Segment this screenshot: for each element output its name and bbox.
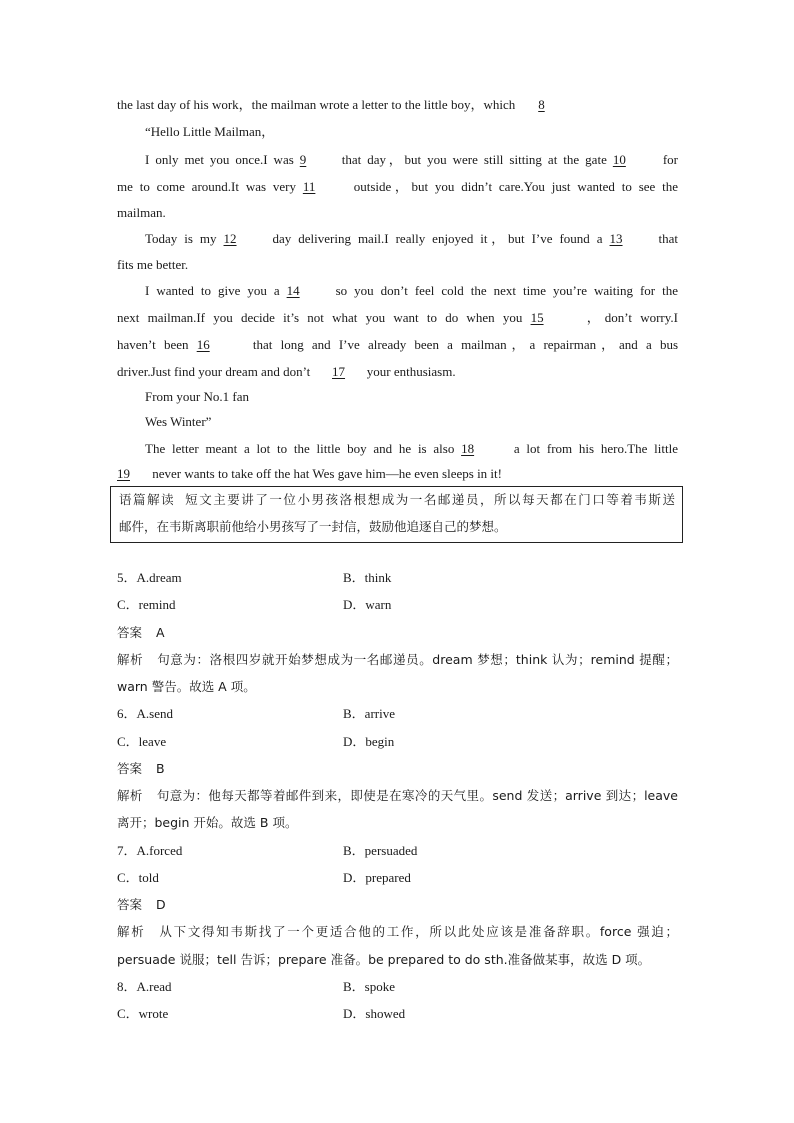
passage-line-9 <box>117 310 678 326</box>
letter-signature: Wes Winter” <box>145 414 212 429</box>
q6-option-a: 6．A.send <box>117 706 173 721</box>
passage-text: so you don’t feel cold the next time you’re waiting for the <box>335 283 679 298</box>
q5-explanation-line-2: warn 警告。故选 A 项。 <box>117 679 256 694</box>
summary-line-2 <box>119 519 675 535</box>
passage-line-14 <box>145 441 678 457</box>
q5-option-d: D．warn <box>343 597 392 612</box>
summary-box <box>110 486 683 543</box>
answer-value: D <box>156 897 166 912</box>
letter-greeting: “Hello Little Mailman， <box>145 124 275 139</box>
passage-line-7 <box>117 257 678 273</box>
passage-text: that day，but you were still sitting at the gate <box>341 152 607 167</box>
q7-option-a: 7．A.forced <box>117 843 183 858</box>
blank-19: 19 <box>117 466 130 481</box>
explanation-label: 解析 <box>117 788 143 803</box>
q8-option-c: C．wrote <box>117 1006 169 1021</box>
passage-line-5 <box>117 205 678 221</box>
passage-text: never wants to take off the hat Wes gave him—he even sleeps in it! <box>152 466 502 481</box>
passage-text: your enthusiasm. <box>366 364 456 379</box>
passage-text: a lot from his hero.The little <box>513 441 679 456</box>
passage-text: the last day of his work，the mailman wrote a letter to the little boy，which <box>117 97 516 112</box>
answer-label: 答案 <box>117 625 143 640</box>
passage-text: The letter meant a lot to the little boy and he is also <box>145 441 455 456</box>
passage-line-15 <box>117 466 678 482</box>
passage-line-11 <box>117 364 678 380</box>
q5-option-b: B．think <box>343 570 392 585</box>
passage-line-6 <box>145 231 678 247</box>
blank-13: 13 <box>609 231 623 246</box>
passage-text: me to come around.It was very <box>117 179 296 194</box>
blank-11: 11 <box>302 179 316 194</box>
q6-answer <box>117 761 165 777</box>
q6-explanation-line-2: 离开；begin 开始。故选 B 项。 <box>117 815 298 830</box>
blank-16: 16 <box>196 337 210 352</box>
blank-15: 15 <box>530 310 544 325</box>
summary-tag: 语篇解读 <box>119 492 176 507</box>
letter-signoff: From your No.1 fan <box>145 389 249 404</box>
passage-text: I only met you once.I was <box>145 152 294 167</box>
q8-option-b: B．spoke <box>343 979 396 994</box>
q7-explanation-line-2: persuade 说服；tell 告诉；prepare 准备。be prepared to do sth.准备做某事，故选 D 项。 <box>117 952 651 967</box>
explanation-label: 解析 <box>117 924 146 939</box>
summary-line-1 <box>119 492 675 508</box>
passage-line-1 <box>117 97 678 113</box>
q7-option-d: D．prepared <box>343 870 411 885</box>
q5-explanation-line-1 <box>117 652 678 668</box>
passage-line-13 <box>145 414 678 430</box>
q6-option-d: D．begin <box>343 734 395 749</box>
passage-text: outside，but you didn’t care.You just wanted to see the <box>353 179 679 194</box>
answer-value: B <box>156 761 165 776</box>
q5-option-a: 5．A.dream <box>117 570 182 585</box>
passage-text: next mailman.If you decide it’s not what you want to do when you <box>117 310 523 325</box>
explanation-text: 句意为：洛根四岁就开始梦想成为一名邮递员。dream 梦想；think 认为；remind 提醒； <box>157 652 678 667</box>
blank-10: 10 <box>612 152 626 167</box>
explanation-label: 解析 <box>117 652 144 667</box>
passage-text: mailman. <box>117 205 166 220</box>
summary-text: 邮件，在韦斯离职前他给小男孩写了一封信，鼓励他追逐自己的梦想。 <box>119 519 507 534</box>
answer-label: 答案 <box>117 897 143 912</box>
answer-label: 答案 <box>117 761 143 776</box>
q6-option-b: B．arrive <box>343 706 395 721</box>
passage-line-12 <box>145 389 678 405</box>
passage-line-10 <box>117 337 678 353</box>
passage-line-8 <box>145 283 678 299</box>
passage-text: ，don’t worry.I <box>586 310 679 325</box>
q7-answer <box>117 897 166 913</box>
passage-text: for <box>662 152 679 167</box>
q8-option-a: 8．A.read <box>117 979 172 994</box>
passage-line-4 <box>117 179 678 195</box>
q5-answer <box>117 625 165 641</box>
passage-text: day delivering mail.I really enjoyed it，but I’ve found a <box>272 231 603 246</box>
passage-text: that <box>658 231 679 246</box>
passage-line-3 <box>145 152 678 168</box>
blank-17: 17 <box>332 364 346 379</box>
passage-text: that long and I’ve already been a mailman，a repairman，and a bus <box>252 337 679 352</box>
passage-text: Today is my <box>145 231 217 246</box>
q6-explanation-line-1 <box>117 788 678 804</box>
summary-text: 短文主要讲了一位小男孩洛根想成为一名邮递员，所以每天都在门口等着韦斯送 <box>185 492 675 507</box>
blank-9: 9 <box>299 152 307 167</box>
blank-14: 14 <box>286 283 300 298</box>
q8-option-d: D．showed <box>343 1006 406 1021</box>
q7-explanation-line-1 <box>117 924 678 940</box>
q5-option-c: C．remind <box>117 597 176 612</box>
passage-text: fits me better. <box>117 257 189 272</box>
answer-value: A <box>156 625 165 640</box>
passage-text: I wanted to give you a <box>145 283 280 298</box>
passage-text: haven’t been <box>117 337 189 352</box>
q7-option-b: B．persuaded <box>343 843 418 858</box>
explanation-text: 从下文得知韦斯找了一个更适合他的工作，所以此处应该是准备辞职。force 强迫； <box>159 924 678 939</box>
passage-line-2 <box>145 124 678 140</box>
blank-18: 18 <box>461 441 475 456</box>
blank-12: 12 <box>223 231 237 246</box>
q6-option-c: C．leave <box>117 734 167 749</box>
explanation-text: 句意为：他每天都等着邮件到来，即使是在寒冷的天气里。send 发送；arrive 到达；leave <box>156 788 678 803</box>
passage-text: driver.Just find your dream and don’t <box>117 364 311 379</box>
q7-option-c: C．told <box>117 870 159 885</box>
blank-8: 8 <box>538 97 545 112</box>
